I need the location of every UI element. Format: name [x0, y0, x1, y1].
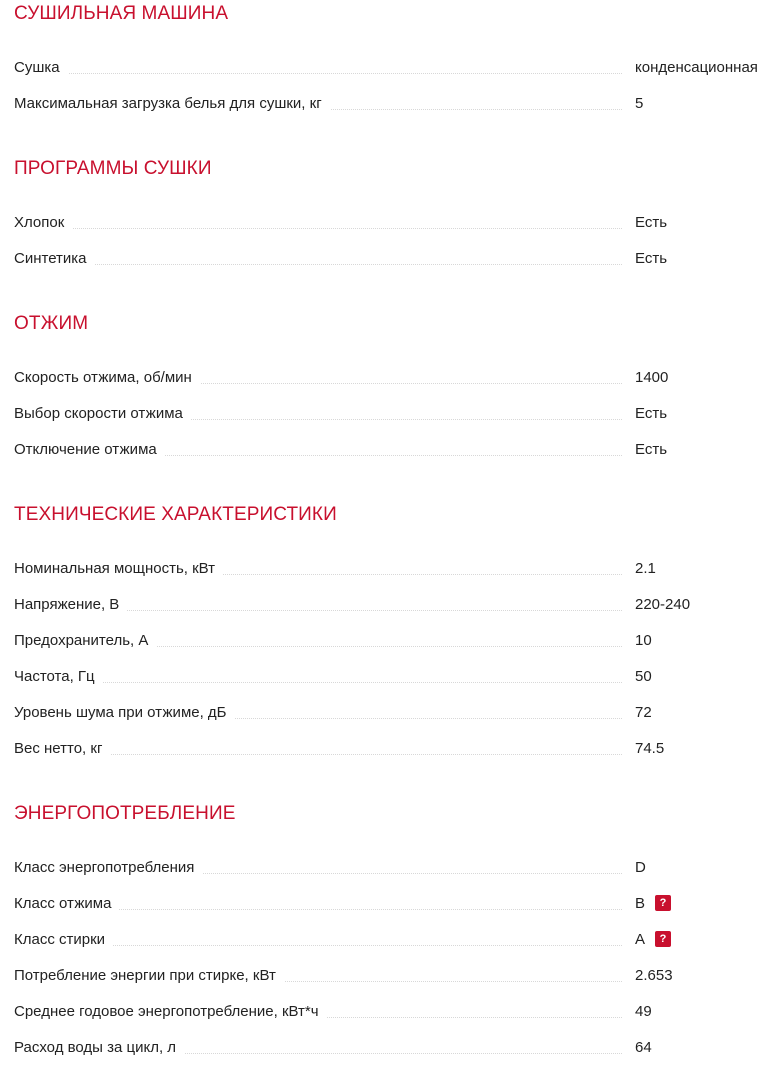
spec-row	[14, 849, 771, 885]
section-title: ЭНЕРГОПОТРЕБЛЕНИЕ	[14, 803, 236, 824]
spec-value-text: 10	[635, 631, 652, 649]
spec-value	[635, 1029, 652, 1065]
spec-value-text: 5	[635, 94, 644, 112]
spec-row	[14, 658, 771, 694]
spec-row	[14, 622, 771, 658]
spec-value-text: B	[635, 894, 646, 912]
spec-value-text: 2.653	[635, 966, 673, 984]
spec-row	[14, 586, 771, 622]
spec-row	[14, 1029, 771, 1065]
spec-label: Класс стирки	[14, 931, 113, 948]
spec-value-text: 72	[635, 703, 652, 721]
spec-label: Уровень шума при отжиме, дБ	[14, 704, 235, 721]
spec-value-text: 50	[635, 667, 652, 685]
spec-value	[635, 431, 667, 467]
spec-value	[635, 586, 690, 622]
section-technical-specs	[14, 501, 771, 766]
spec-value-text: 74.5	[635, 739, 665, 757]
spec-row	[14, 431, 771, 467]
section-title: СУШИЛЬНАЯ МАШИНА	[14, 3, 229, 24]
spec-list	[14, 849, 771, 1065]
section-energy	[14, 800, 771, 1065]
spec-label: Напряжение, В	[14, 596, 127, 613]
spec-value	[635, 730, 664, 766]
help-icon[interactable]: ?	[655, 931, 671, 947]
dotted-leader	[14, 228, 622, 229]
spec-row	[14, 395, 771, 431]
spec-value-text: 220-240	[635, 595, 691, 613]
spec-value	[635, 694, 652, 730]
spec-label: Частота, Гц	[14, 668, 103, 685]
spec-value-text: 49	[635, 1002, 652, 1020]
spec-label: Хлопок	[14, 214, 72, 231]
help-icon[interactable]: ?	[655, 895, 671, 911]
spec-label: Номинальная мощность, кВт	[14, 560, 223, 577]
spec-value-text: 64	[635, 1038, 652, 1056]
spec-value-text: Есть	[635, 404, 668, 422]
dotted-leader	[14, 264, 622, 265]
section-title: ОТЖИМ	[14, 313, 89, 334]
spec-value	[635, 204, 667, 240]
spec-list	[14, 204, 771, 276]
spec-row	[14, 85, 771, 121]
spec-value	[635, 993, 652, 1029]
spec-value-text: Есть	[635, 249, 668, 267]
spec-row	[14, 694, 771, 730]
section-dryer	[14, 0, 771, 121]
spec-value	[635, 957, 673, 993]
spec-label: Выбор скорости отжима	[14, 405, 191, 422]
spec-value-text: 1400	[635, 368, 669, 386]
spec-label: Предохранитель, А	[14, 632, 156, 649]
spec-label: Класс отжима	[14, 895, 119, 912]
spec-list	[14, 49, 771, 121]
spec-row	[14, 204, 771, 240]
spec-row	[14, 49, 771, 85]
spec-row	[14, 993, 771, 1029]
spec-value-text: Есть	[635, 213, 668, 231]
spec-value-text: A	[635, 930, 646, 948]
spec-value-text: Есть	[635, 440, 668, 458]
spec-value	[635, 885, 671, 921]
spec-row	[14, 885, 771, 921]
spec-value-text: 2.1	[635, 559, 656, 577]
spec-label: Потребление энергии при стирке, кВт	[14, 967, 284, 984]
spec-row	[14, 550, 771, 586]
spec-row	[14, 730, 771, 766]
spec-value	[635, 849, 646, 885]
spec-value	[635, 359, 668, 395]
spec-label: Среднее годовое энергопотребление, кВт*ч	[14, 1003, 327, 1020]
spec-value	[635, 622, 652, 658]
spec-label: Синтетика	[14, 250, 95, 267]
spec-label: Максимальная загрузка белья для сушки, кг	[14, 95, 330, 112]
spec-value	[635, 395, 667, 431]
section-spin	[14, 310, 771, 467]
spec-value	[635, 550, 656, 586]
spec-label: Вес нетто, кг	[14, 740, 110, 757]
spec-value	[635, 85, 643, 121]
spec-row	[14, 921, 771, 957]
spec-label: Отключение отжима	[14, 441, 165, 458]
section-drying-programs	[14, 155, 771, 276]
spec-value	[635, 921, 671, 957]
spec-value	[635, 658, 652, 694]
spec-label: Сушка	[14, 59, 68, 76]
section-title: ПРОГРАММЫ СУШКИ	[14, 158, 212, 179]
spec-list	[14, 550, 771, 766]
spec-value	[635, 49, 758, 85]
spec-row	[14, 240, 771, 276]
spec-label: Класс энергопотребления	[14, 859, 202, 876]
spec-value	[635, 240, 667, 276]
spec-list	[14, 359, 771, 467]
section-title: ТЕХНИЧЕСКИЕ ХАРАКТЕРИСТИКИ	[14, 504, 337, 525]
spec-row	[14, 957, 771, 993]
dotted-leader	[14, 73, 622, 74]
spec-label: Скорость отжима, об/мин	[14, 369, 200, 386]
dotted-leader	[14, 682, 622, 683]
spec-value-text: конденсационная	[635, 58, 758, 76]
spec-label: Расход воды за цикл, л	[14, 1039, 184, 1056]
spec-row	[14, 359, 771, 395]
spec-value-text: D	[635, 858, 646, 876]
